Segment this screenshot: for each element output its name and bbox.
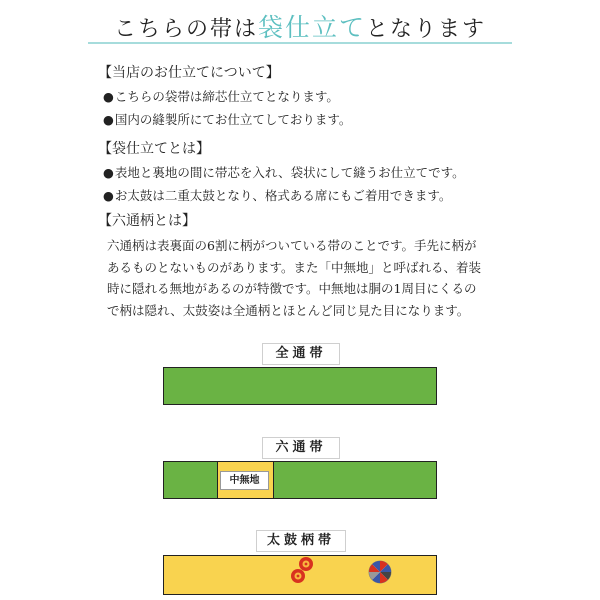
section-heading-rokutsu: 【六通柄とは】 [98,213,196,229]
title-accent: 袋仕立て [257,13,366,42]
chrysanthemum-icon [291,569,305,583]
bullet-icon: ● [103,165,114,180]
bullet-icon: ● [103,112,114,127]
rokutsu-pattern-right [274,462,436,498]
section1-line-1: ●こちらの袋帯は締芯仕立てとなります。 [103,89,339,104]
section2-line-1: ●表地と裏地の間に帯芯を入れ、袋状にして縫うお仕立てです。 [103,165,465,180]
bullet-icon: ● [103,89,114,104]
section-heading-fukuro: 【袋仕立てとは】 [98,141,210,157]
title-post: となります [366,17,487,42]
naka-muji-tag: 中無地 [220,471,269,490]
section2-line-2: ●お太鼓は二重太鼓となり、格式ある席にもご着用できます。 [103,188,452,203]
bullet-icon: ● [103,188,114,203]
zentsu-label: 全通帯 [262,343,340,365]
rokutsu-label: 六通帯 [262,437,340,459]
rokutsu-paragraph [107,235,527,321]
section1-line-2: ●国内の縫製所にてお仕立てしております。 [103,112,352,127]
paragraph-line: あるものとないものがあります。また「中無地」と呼ばれる、着装 [107,259,482,275]
paragraph-line: で柄は隠れ、太鼓姿は全通柄とほとんど同じ見た目になります。 [107,302,470,318]
taikogara-motifs [164,556,435,593]
title-pre: こちらの帯は [113,17,258,42]
taikogara-obi-diagram [163,555,437,595]
paragraph-line: 六通柄は表裏面の6割に柄がついている帯のことです。手先に柄が [107,238,477,253]
zentsu-obi-diagram [163,367,437,405]
section-heading-shitate: 【当店のお仕立てについて】 [98,65,280,81]
paragraph-line: 時に隠れる無地があるのが特徴です。中無地は胴の1周目にくるの [107,281,477,296]
chrysanthemum-icon [299,557,313,571]
rokutsu-pattern-left [164,462,217,498]
rokutsu-obi-diagram [163,461,437,499]
taikogara-label: 太鼓柄帯 [256,530,346,552]
fan-wheel-icon [369,561,391,583]
page-title [0,8,600,44]
title-underline [88,42,512,44]
